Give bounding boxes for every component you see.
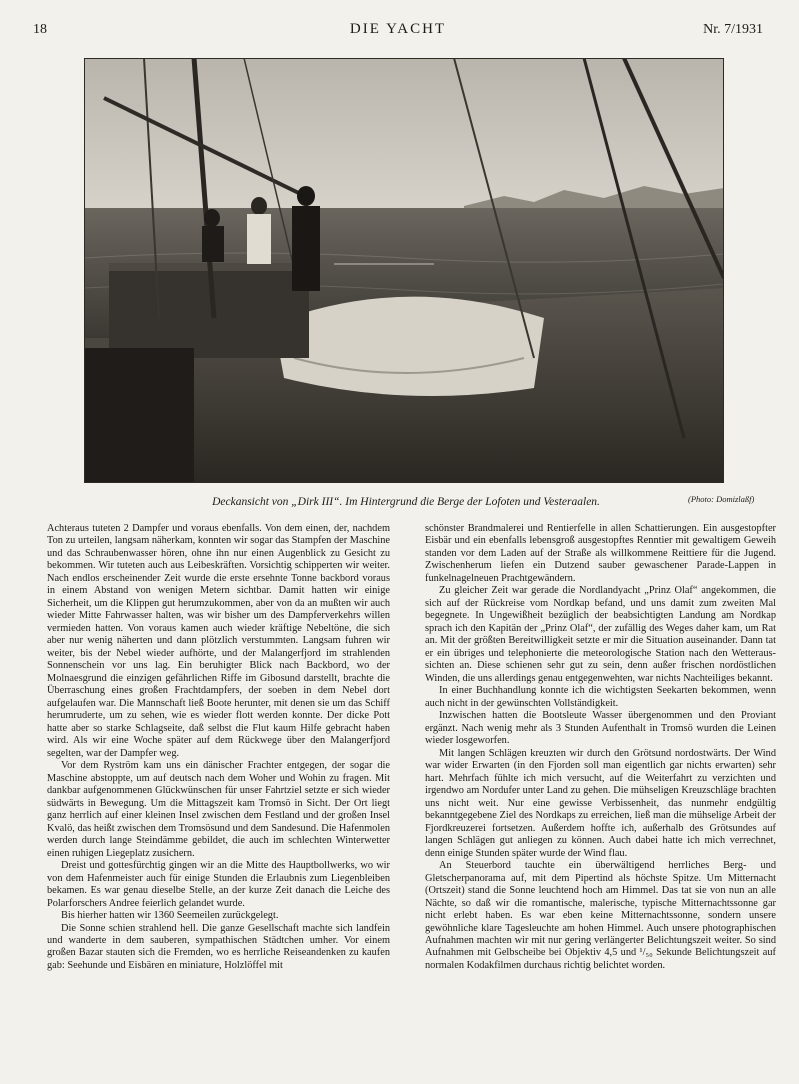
- paragraph: Inzwischen hatten die Bootsleute Wasser übergenommen und den Proviant ergänzt. Nach wenig mehr als 3 Stunden Aufenthalt in Tromsö wurden die Leinen wieder losgeworfen.: [425, 710, 776, 747]
- yacht-deck-photo: [84, 58, 724, 483]
- paragraph: Dreist und gottesfürchtig gingen wir an die Mitte des Hauptbollwerks, wo wir von dem Hafenmeister auch für einige Stunden die Erlaubnis zum Liegenbleiben bekamen. Es war genau dieselbe Stelle, an der kurze Zeit danach die Leiche des Polarforschers Andree feierlich gelandet wurde.: [47, 860, 390, 909]
- paragraph: Achteraus tuteten 2 Dampfer und voraus ebenfalls. Von dem einen, der, nachdem Ton zu urteilen, langsam näherkam, konnten wir sogar das Stampfen der Maschine und das Schraubenwasser hören, ohne ihn nur einen Augenblick zu Gesicht zu bekommen. Wir tuteten auch aus Leibeskräften. Vorsichtig schipperten wir weiter. Nach endlos erscheinender Zeit wurde die erste ersehnte Tonne backbord voraus in einem Abstand von wenigen Metern sichtbar. Damit hatten wir einige Sicherheit, um die Klippen gut herumzukommen, aber von da an mußten wir auch wieder Mitte Fahrwasser halten, was wir bisher um des Dampferverkehrs willen vermieden hatten. Von voraus kamen auch wieder kräftige Nebeltöne, die sich aber nur wenig näherten und dann plötzlich verstummten. Langsam fuhren wir weiter, bis der Nebel wieder aufhörte, und der Malangerfjord im strahlenden Sonnenschein vor uns lag. Ein beruhigter Blick nach Backbord, wo der Molnaesgrund die einzigen gefährlichen Riffe im Gibosund darstellt, brachte die Überraschung eines großen Frachtdampfers, der soeben in dem Nebel dort aufgelaufen war. Die Mannschaft ließ Boote herunter, mit denen sie um das Schiff herumruderte, um zu sehen, wie es wieder flott werden konnte. Der dicke Pott hatte aber so starke Schlagseite, daß selbst die Flut kaum Hilfe gebracht haben wird. Als wir eine Woche später auf dem Rückwege über den Malangerfjord segelten, war der Dampfer weg.: [47, 523, 390, 759]
- text-column-left: [47, 523, 390, 1075]
- paragraph: Vor dem Ryström kam uns ein dänischer Frachter entgegen, der sogar die Maschine abstoppte, um auf deutsch nach dem Woher und Wohin zu fragen. Mit dankbar aufgenommenen Glückwünschen für unser Fahrtziel setzte er sich wieder südwärts in Bewegung. Um die Mittagszeit kam Tromsö in Sicht. Der Ort liegt ganz herrlich auf einer kleinen Insel zwischen dem Festland und der großen Insel Kvalö, das heißt zwischen dem Tromsösund und dem Sandesund. Die Hafenmolen werden durch lange Steindämme gebildet, die auch im schlechten Winterwetter einen ruhigen Liegeplatz zusichern.: [47, 760, 390, 859]
- page-number: 18: [33, 22, 47, 37]
- issue-number: Nr. 7/1931: [703, 22, 763, 37]
- paragraph: An Steuerbord tauchte ein überwältigend herrliches Berg- und Gletscherpanorama auf, mit dem Pipertind als höchste Spitze. Um Mitternacht (Ortszeit) stand die Sonne leuchtend hoch am Himmel. Das tat sie von nun an alle Nächte, so daß wir die romantische, malerische, typische Mitternachtssonne gar nicht erlebt haben. Es war eben keine Mitternachtssonne, sondern unsere gewöhnliche klare Tagesleuchte am hohen Himmel. Auch unsere photographischen Aufnahmen machten wir mit nur gering verlängerter Belichtungszeit weiter. So sind Aufnahmen mit Gelbscheibe bei Objektiv 4,5 und ¹/₅₀ Sekunde Belichtungszeit auf normalen Kodakfilmen durchaus richtig belichtet worden.: [425, 860, 776, 971]
- paragraph: In einer Buchhandlung konnte ich die wichtigsten Seekarten bekommen, wenn auch nicht in der gewünschten Vollständigkeit.: [425, 685, 776, 709]
- paragraph: Die Sonne schien strahlend hell. Die ganze Gesellschaft machte sich landfein und wanderte in dem sauberen, sympathischen Städtchen umher. Vor einem großen Bazar stauten sich die Fremden, wo es herrliche Reiseandenken zu kaufen gab: Seehunde und Eisbären en miniature, Holzlöffel mit: [47, 922, 390, 971]
- text-column-right: [425, 523, 776, 1075]
- yacht-deck-photo-illustration: [84, 58, 724, 483]
- figure-caption: Deckansicht von „Dirk III“. Im Hintergrund die Berge der Lofoten und Vesteraalen.: [212, 496, 600, 508]
- paragraph: schönster Brandmalerei und Rentierfelle in allen Schattierungen. Ein ausgestopfter Eisbär und ein ebenfalls lebensgroß ausgestopftes Renntier mit gewaltigem Geweih standen vor dem Laden auf der Straße als willkommene Reittiere für die Jugend. Zwischenherum liefen ein Dutzend sauber gewaschener Parade-Lappen in funkelnagelneuen Prachtgewändern.: [425, 523, 776, 584]
- photo-credit: (Photo: Domizlaßf): [688, 494, 755, 504]
- page-header: [33, 22, 763, 42]
- magazine-title: DIE YACHT: [349, 21, 447, 37]
- paragraph: Bis hierher hatten wir 1360 Seemeilen zurückgelegt.: [61, 910, 279, 922]
- paragraph: Mit langen Schlägen kreuzten wir durch den Grötsund nordostwärts. Der Wind war wider Erwarten (in den Fjorden soll man eigentlich gar nichts erwarten) sehr hart. Mehrfach fühlte ich mich versucht, auf die Weiterfahrt zu verzichten und irgendwo am Nordufer unter Land zu gehen. Die mühseligen Kreuzschläge brachten uns nicht weit. Nur eine gewisse Verbissenheit, das nunmehr endgültig bekanntgegebene Ziel des Nordkaps zu erreichen, ließ man die mühselige Arbeit der Fjordkreuzerei fortsetzen. Außerdem hoffte ich, außerhalb des Grötsundes auf langen Schlägen gut anliegen zu können. Auch dabei hatte ich mich verrechnet, denn einige Stunden später wurde der Wind flau.: [425, 747, 776, 859]
- paragraph: Zu gleicher Zeit war gerade die Nordlandyacht „Prinz Olaf“ angekommen, die sich auf der Rückreise vom Nordkap befand, und uns damit zum zweiten Mal begegnete. In Ungewißheit bezüglich der beabsichtigten Landung am Nordkap sprach ich den Kapitän der „Prinz Olaf“, der zufällig des Weges daher kam, um Rat an. Mit der größten Bereitwilligkeit setzte er mir die Situation auseinander. Dann tat er ein übriges und telephonierte die meteorologische Station nach den Wetteraussichten an. Diese schienen sehr gut zu sein, denn außer frischen nordöstlichen Winden, die uns allerdings genau entgegenwehten, war nichts Nachteiliges bekannt.: [425, 585, 776, 684]
